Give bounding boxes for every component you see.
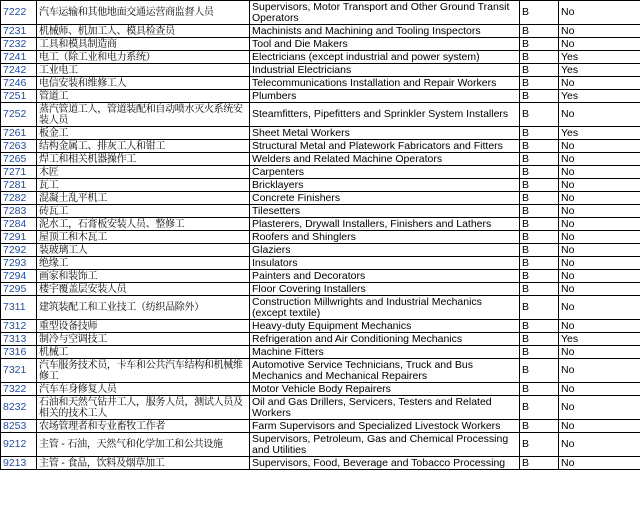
table-row <box>1 192 640 205</box>
flag-cell: No <box>559 383 640 396</box>
english-title-cell: Carpenters <box>250 166 520 179</box>
english-title-cell: Electricians (except industrial and power system) <box>250 51 520 64</box>
noc-code-cell: 9213 <box>1 457 37 470</box>
flag-cell: No <box>559 103 640 127</box>
flag-cell: No <box>559 231 640 244</box>
skill-level-cell: B <box>520 296 559 320</box>
noc-code-cell: 7293 <box>1 257 37 270</box>
table-row <box>1 420 640 433</box>
chinese-title-cell: 楼宇覆盖层安装人员 <box>37 283 250 296</box>
table-row <box>1 270 640 283</box>
english-title-cell: Supervisors, Food, Beverage and Tobacco Processing <box>250 457 520 470</box>
chinese-title-cell: 农场管理者和专业畜牧工作者 <box>37 420 250 433</box>
english-title-cell: Supervisors, Petroleum, Gas and Chemical Processing and Utilities <box>250 433 520 457</box>
flag-cell: No <box>559 1 640 25</box>
table-body <box>1 1 640 470</box>
noc-code-cell: 7242 <box>1 64 37 77</box>
table-row <box>1 153 640 166</box>
chinese-title-cell: 机械师、机加工人、模具检查员 <box>37 25 250 38</box>
english-title-cell: Heavy-duty Equipment Mechanics <box>250 320 520 333</box>
chinese-title-cell: 管道工 <box>37 90 250 103</box>
skill-level-cell: B <box>520 127 559 140</box>
flag-cell: No <box>559 396 640 420</box>
flag-cell: No <box>559 359 640 383</box>
flag-cell: No <box>559 179 640 192</box>
chinese-title-cell: 绝缘工 <box>37 257 250 270</box>
table-row <box>1 383 640 396</box>
noc-code-cell: 7292 <box>1 244 37 257</box>
noc-code-cell: 7282 <box>1 192 37 205</box>
chinese-title-cell: 板金工 <box>37 127 250 140</box>
chinese-title-cell: 木匠 <box>37 166 250 179</box>
chinese-title-cell: 结构金属工、排灰工人和钳工 <box>37 140 250 153</box>
chinese-title-cell: 石油和天然气钻井工人，服务人员，测试人员及相关的技术工人 <box>37 396 250 420</box>
english-title-cell: Tool and Die Makers <box>250 38 520 51</box>
skill-level-cell: B <box>520 231 559 244</box>
english-title-cell: Structural Metal and Platework Fabricators and Fitters <box>250 140 520 153</box>
flag-cell: No <box>559 257 640 270</box>
chinese-title-cell: 主管 - 石油，天然气和化学加工和公共设施 <box>37 433 250 457</box>
skill-level-cell: B <box>520 283 559 296</box>
english-title-cell: Refrigeration and Air Conditioning Mechanics <box>250 333 520 346</box>
flag-cell: No <box>559 457 640 470</box>
skill-level-cell: B <box>520 257 559 270</box>
chinese-title-cell: 电工（除工业和电力系统） <box>37 51 250 64</box>
english-title-cell: Floor Covering Installers <box>250 283 520 296</box>
noc-code-cell: 7232 <box>1 38 37 51</box>
english-title-cell: Roofers and Shinglers <box>250 231 520 244</box>
skill-level-cell: B <box>520 396 559 420</box>
skill-level-cell: B <box>520 103 559 127</box>
flag-cell: No <box>559 244 640 257</box>
noc-code-cell: 7261 <box>1 127 37 140</box>
noc-code-cell: 7291 <box>1 231 37 244</box>
table-row <box>1 283 640 296</box>
table-row <box>1 346 640 359</box>
table-row <box>1 140 640 153</box>
chinese-title-cell: 屋顶工和木瓦工 <box>37 231 250 244</box>
chinese-title-cell: 工业电工 <box>37 64 250 77</box>
chinese-title-cell: 泥水工，石膏板安装人员、整修工 <box>37 218 250 231</box>
flag-cell: No <box>559 433 640 457</box>
flag-cell: Yes <box>559 51 640 64</box>
english-title-cell: Machinists and Machining and Tooling Inspectors <box>250 25 520 38</box>
table-row <box>1 25 640 38</box>
flag-cell: No <box>559 296 640 320</box>
english-title-cell: Tilesetters <box>250 205 520 218</box>
english-title-cell: Plumbers <box>250 90 520 103</box>
table-row <box>1 64 640 77</box>
table-row <box>1 103 640 127</box>
flag-cell: No <box>559 346 640 359</box>
skill-level-cell: B <box>520 153 559 166</box>
chinese-title-cell: 制冷与空调技工 <box>37 333 250 346</box>
chinese-title-cell: 主管 - 食品，饮料及烟草加工 <box>37 457 250 470</box>
english-title-cell: Oil and Gas Drillers, Servicers, Testers and Related Workers <box>250 396 520 420</box>
skill-level-cell: B <box>520 244 559 257</box>
english-title-cell: Sheet Metal Workers <box>250 127 520 140</box>
noc-code-cell: 7321 <box>1 359 37 383</box>
flag-cell: Yes <box>559 90 640 103</box>
skill-level-cell: B <box>520 140 559 153</box>
skill-level-cell: B <box>520 166 559 179</box>
english-title-cell: Machine Fitters <box>250 346 520 359</box>
noc-code-cell: 7281 <box>1 179 37 192</box>
noc-code-cell: 7265 <box>1 153 37 166</box>
english-title-cell: Concrete Finishers <box>250 192 520 205</box>
noc-code-cell: 8253 <box>1 420 37 433</box>
flag-cell: No <box>559 420 640 433</box>
noc-code-cell: 7263 <box>1 140 37 153</box>
table-row <box>1 51 640 64</box>
noc-code-cell: 7311 <box>1 296 37 320</box>
table-row <box>1 218 640 231</box>
flag-cell: No <box>559 270 640 283</box>
table-row <box>1 244 640 257</box>
noc-code-cell: 7322 <box>1 383 37 396</box>
table-row <box>1 231 640 244</box>
chinese-title-cell: 瓦工 <box>37 179 250 192</box>
english-title-cell: Glaziers <box>250 244 520 257</box>
skill-level-cell: B <box>520 179 559 192</box>
flag-cell: Yes <box>559 333 640 346</box>
flag-cell: No <box>559 218 640 231</box>
flag-cell: Yes <box>559 64 640 77</box>
flag-cell: No <box>559 320 640 333</box>
noc-code-cell: 9212 <box>1 433 37 457</box>
english-title-cell: Farm Supervisors and Specialized Livestock Workers <box>250 420 520 433</box>
skill-level-cell: B <box>520 1 559 25</box>
skill-level-cell: B <box>520 333 559 346</box>
table-row <box>1 359 640 383</box>
table-row <box>1 457 640 470</box>
english-title-cell: Telecommunications Installation and Repair Workers <box>250 77 520 90</box>
noc-code-cell: 8232 <box>1 396 37 420</box>
chinese-title-cell: 蒸汽管道工人，管道装配和自动喷水灭火系统安装人员 <box>37 103 250 127</box>
skill-level-cell: B <box>520 77 559 90</box>
table-row <box>1 90 640 103</box>
skill-level-cell: B <box>520 433 559 457</box>
table-row <box>1 38 640 51</box>
noc-code-cell: 7284 <box>1 218 37 231</box>
noc-code-cell: 7252 <box>1 103 37 127</box>
english-title-cell: Welders and Related Machine Operators <box>250 153 520 166</box>
english-title-cell: Industrial Electricians <box>250 64 520 77</box>
english-title-cell: Bricklayers <box>250 179 520 192</box>
english-title-cell: Insulators <box>250 257 520 270</box>
table-row <box>1 166 640 179</box>
table-row <box>1 257 640 270</box>
chinese-title-cell: 砖瓦工 <box>37 205 250 218</box>
noc-code-cell: 7316 <box>1 346 37 359</box>
english-title-cell: Plasterers, Drywall Installers, Finishers and Lathers <box>250 218 520 231</box>
noc-code-cell: 7231 <box>1 25 37 38</box>
flag-cell: Yes <box>559 127 640 140</box>
flag-cell: No <box>559 25 640 38</box>
table-row <box>1 179 640 192</box>
skill-level-cell: B <box>520 320 559 333</box>
chinese-title-cell: 电信安装和维修工人 <box>37 77 250 90</box>
noc-code-cell: 7295 <box>1 283 37 296</box>
noc-code-cell: 7312 <box>1 320 37 333</box>
noc-code-cell: 7283 <box>1 205 37 218</box>
chinese-title-cell: 工具和模具制造商 <box>37 38 250 51</box>
skill-level-cell: B <box>520 64 559 77</box>
chinese-title-cell: 机械工 <box>37 346 250 359</box>
skill-level-cell: B <box>520 90 559 103</box>
noc-code-cell: 7222 <box>1 1 37 25</box>
skill-level-cell: B <box>520 205 559 218</box>
flag-cell: No <box>559 192 640 205</box>
skill-level-cell: B <box>520 346 559 359</box>
table-row <box>1 205 640 218</box>
skill-level-cell: B <box>520 270 559 283</box>
skill-level-cell: B <box>520 192 559 205</box>
english-title-cell: Construction Millwrights and Industrial Mechanics (except textile) <box>250 296 520 320</box>
english-title-cell: Motor Vehicle Body Repairers <box>250 383 520 396</box>
noc-code-cell: 7251 <box>1 90 37 103</box>
skill-level-cell: B <box>520 218 559 231</box>
flag-cell: No <box>559 140 640 153</box>
skill-level-cell: B <box>520 38 559 51</box>
flag-cell: No <box>559 153 640 166</box>
table-row <box>1 296 640 320</box>
english-title-cell: Automotive Service Technicians, Truck and Bus Mechanics and Mechanical Repairers <box>250 359 520 383</box>
chinese-title-cell: 焊工和相关机器操作工 <box>37 153 250 166</box>
table-row <box>1 77 640 90</box>
table-row <box>1 396 640 420</box>
noc-code-cell: 7271 <box>1 166 37 179</box>
table-row <box>1 127 640 140</box>
flag-cell: No <box>559 77 640 90</box>
flag-cell: No <box>559 283 640 296</box>
chinese-title-cell: 汽车车身修复人员 <box>37 383 250 396</box>
table-row <box>1 333 640 346</box>
noc-code-cell: 7313 <box>1 333 37 346</box>
chinese-title-cell: 混凝土乱平机工 <box>37 192 250 205</box>
noc-code-cell: 7294 <box>1 270 37 283</box>
skill-level-cell: B <box>520 25 559 38</box>
chinese-title-cell: 汽车服务技术员，卡车和公共汽车结构和机械维修工 <box>37 359 250 383</box>
skill-level-cell: B <box>520 383 559 396</box>
table-row <box>1 1 640 25</box>
flag-cell: No <box>559 166 640 179</box>
chinese-title-cell: 装玻璃工人 <box>37 244 250 257</box>
english-title-cell: Painters and Decorators <box>250 270 520 283</box>
skill-level-cell: B <box>520 420 559 433</box>
noc-code-cell: 7246 <box>1 77 37 90</box>
flag-cell: No <box>559 38 640 51</box>
skill-level-cell: B <box>520 51 559 64</box>
chinese-title-cell: 汽车运输和其他地面交通运营商监督人员 <box>37 1 250 25</box>
flag-cell: No <box>559 205 640 218</box>
chinese-title-cell: 重型设备技师 <box>37 320 250 333</box>
chinese-title-cell: 建筑装配工和工业技工（纺织品除外） <box>37 296 250 320</box>
noc-code-cell: 7241 <box>1 51 37 64</box>
english-title-cell: Steamfitters, Pipefitters and Sprinkler System Installers <box>250 103 520 127</box>
skill-level-cell: B <box>520 359 559 383</box>
table-row <box>1 433 640 457</box>
table-row <box>1 320 640 333</box>
skill-level-cell: B <box>520 457 559 470</box>
chinese-title-cell: 画家和装饰工 <box>37 270 250 283</box>
english-title-cell: Supervisors, Motor Transport and Other Ground Transit Operators <box>250 1 520 25</box>
